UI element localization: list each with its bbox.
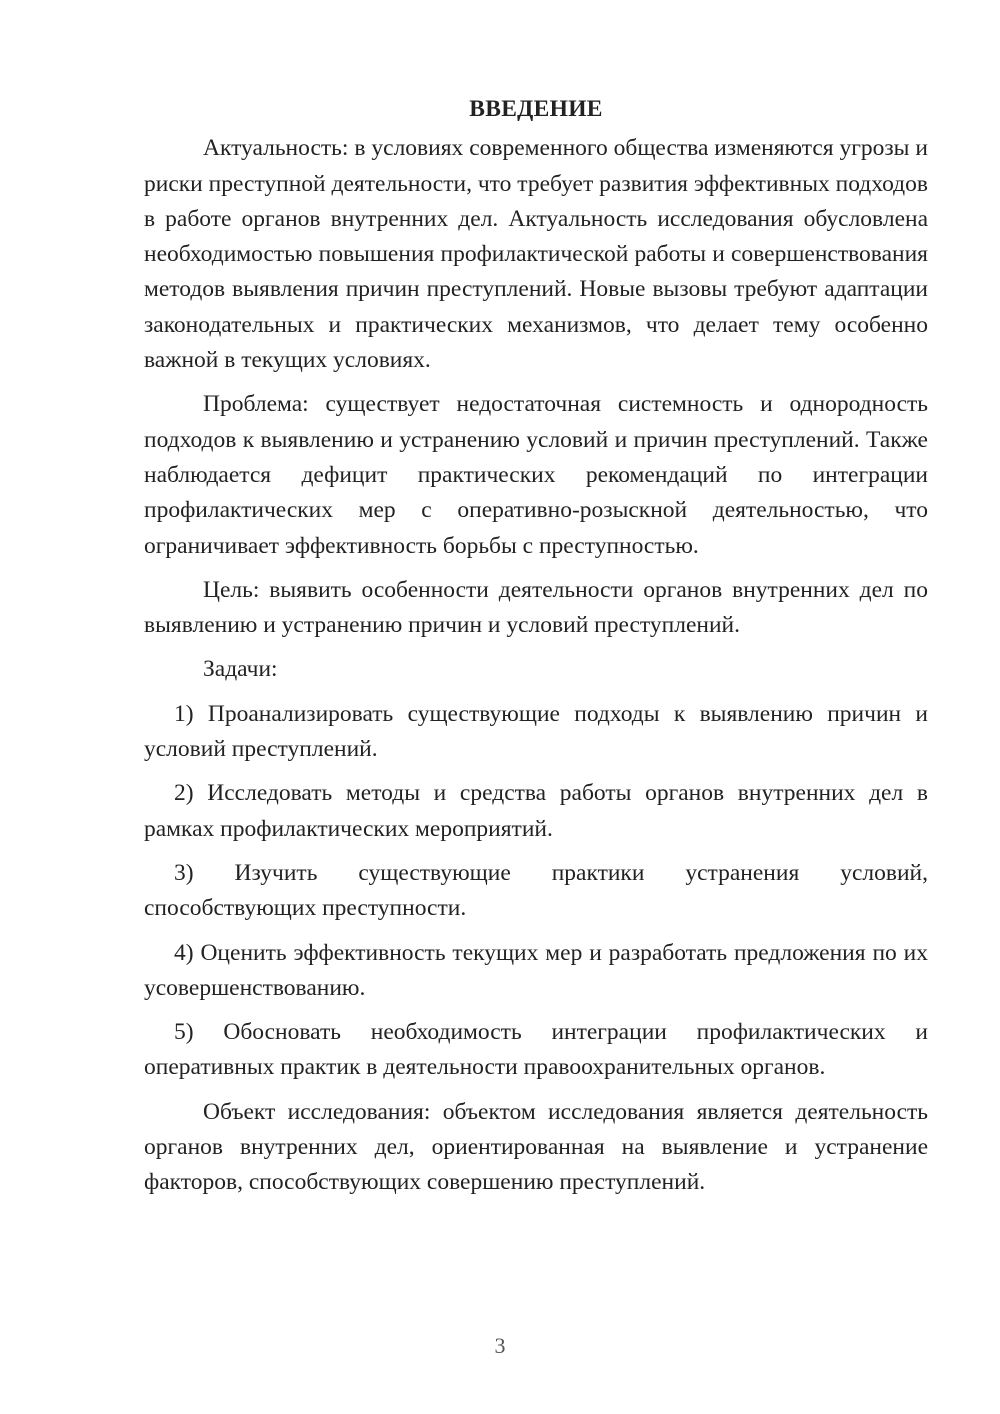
- paragraph-goal: Цель: выявить особенности деятельности органов внутренних дел по выявлению и устранению причин и условий преступлений.: [144, 576, 928, 639]
- page-number: 3: [494, 1333, 506, 1358]
- document-body: [144, 92, 928, 1201]
- page-title: ВВЕДЕНИЕ: [469, 96, 603, 122]
- paragraph-object: Объект исследования: объектом исследования является деятельность органов внутренних дел, ориентированная на выявление и устранение факторов, способствующих совершению преступлений.: [144, 1098, 928, 1196]
- task-item: 5) Обосновать необходимость интеграции профилактических и оперативных практик в деятельности правоохранительных органов.: [144, 1019, 928, 1081]
- paragraph-relevance: Актуальность: в условиях современного общества изменяются угрозы и риски преступной деятельности, что требует развития эффективных подходов в работе органов внутренних дел. Актуальность исследования обусловлена необходимостью повышения профилактической работы и совершенствования методов выявления причин преступлений. Новые вызовы требуют адаптации законодательных и практических механизмов, что делает тему особенно важной в текущих условиях.: [144, 135, 928, 374]
- task-item: 4) Оценить эффективность текущих мер и разработать предложения по их усовершенствованию.: [144, 939, 928, 1001]
- task-item: 2) Исследовать методы и средства работы органов внутренних дел в рамках профилактических мероприятий.: [144, 780, 928, 842]
- task-item: 1) Проанализировать существующие подходы к выявлению причин и условий преступлений.: [144, 700, 928, 763]
- task-item: 3) Изучить существующие практики устранения условий, способствующих преступности.: [144, 859, 928, 922]
- paragraph-problem: Проблема: существует недостаточная системность и однородность подходов к выявлению и устранению условий и причин преступлений. Также наблюдается дефицит практических рекомендаций по интеграции профилактических мер с оперативно-розыскной деятельностью, что ограничивает эффективность борьбы с преступностью.: [144, 391, 928, 559]
- tasks-heading: Задачи:: [203, 656, 278, 683]
